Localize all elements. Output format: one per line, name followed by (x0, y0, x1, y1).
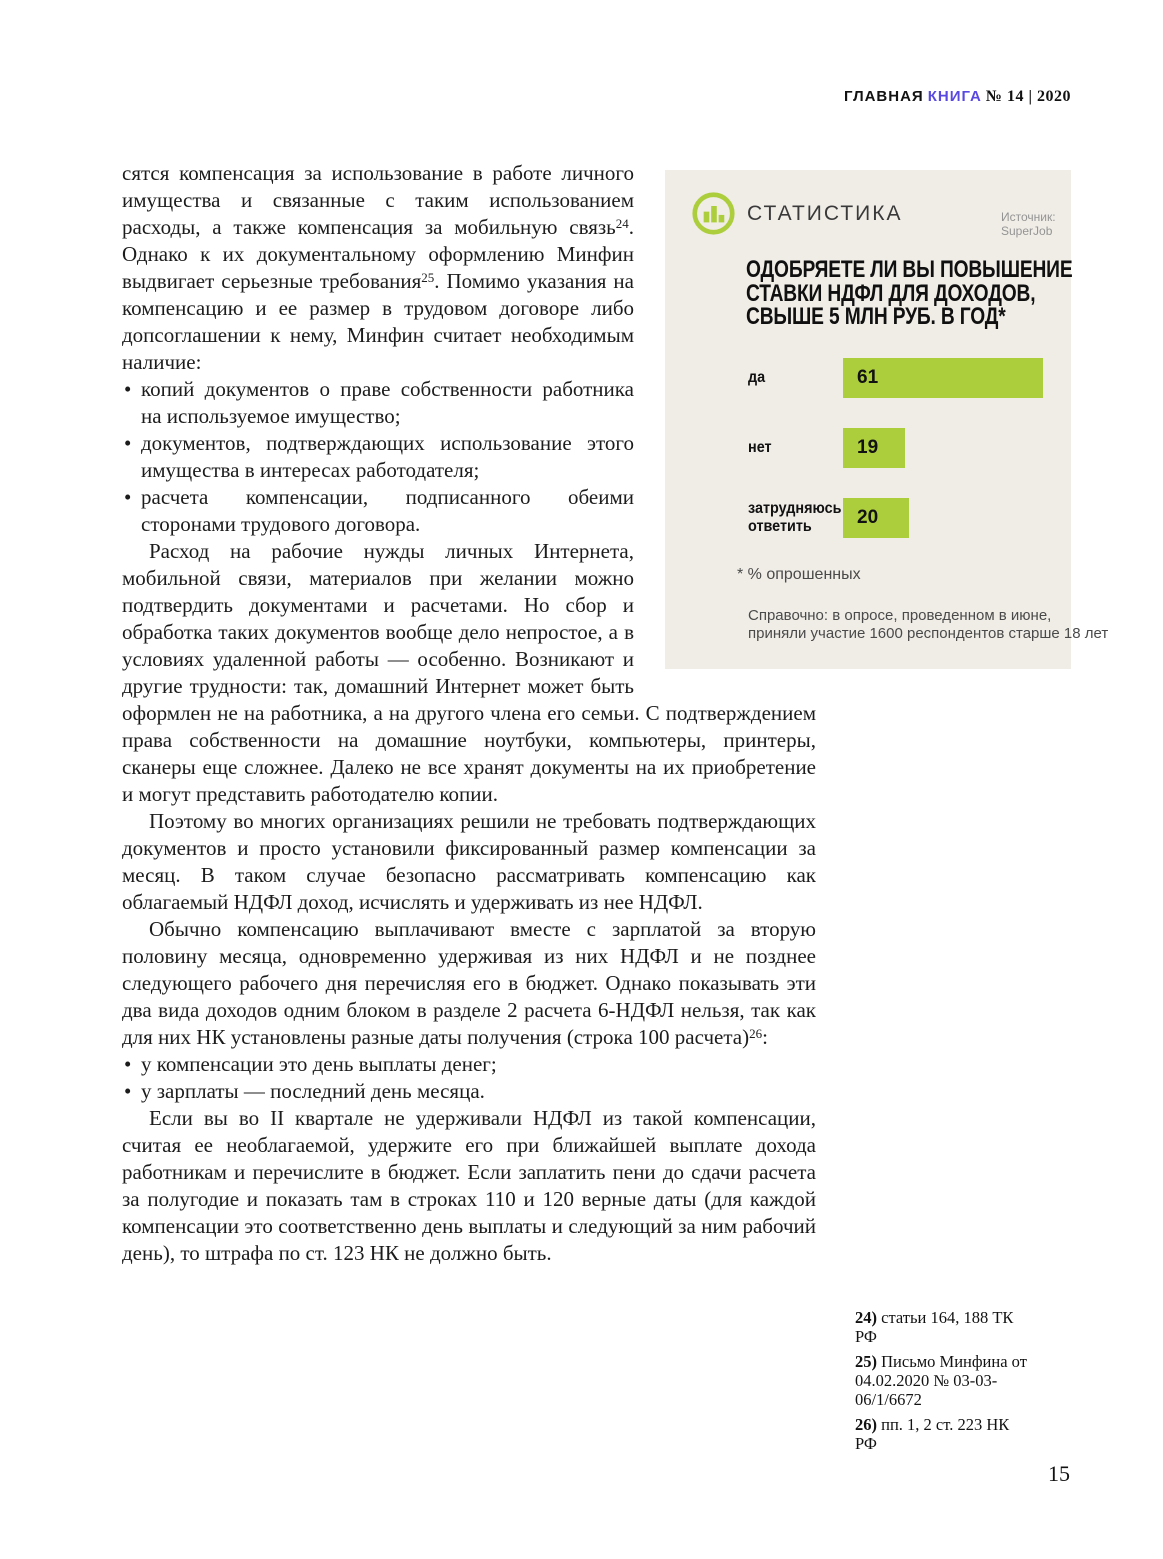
bullet-icon: • (124, 431, 132, 455)
chart-reference-note: Справочно: в опросе, проведенном в июне, приняли участие 1600 респондентов старше 18 лет (748, 607, 1109, 642)
footnote: 25) Письмо Минфина от 04.02.2020 № 03-03-06/1/6672 (855, 1352, 1027, 1409)
margin-footnotes (855, 1308, 1035, 1459)
brand-accent: КНИГА (927, 88, 982, 105)
bullet-icon: • (124, 377, 132, 401)
paragraph: Расход на рабочие нужды личных Интернета, мобильной связи, материалов при желании можно подтвердить документами и расчетами. Но сбор и обработка таких документов вообще дело непростое, а в условиях удаленной работы — особенно. Возникают и другие трудности: так, домашний Интернет может быть оформлен не на работника, а на другого члена его семьи. С подтверждением права собственности на домашние ноутбуки, компьютеры, принтеры, сканеры еще сложнее. Далеко не все хранят документы на их приобретение и могут представить работодателю копии. (122, 539, 816, 806)
paragraph: Поэтому во многих организациях решили не требовать подтверждающих документов и просто установили фиксированный размер компенсации за месяц. В таком случае безопасно рассматривать компенсацию как облагаемый НДФЛ доход, исчислять и удерживать из нее НДФЛ. (122, 809, 816, 914)
bullet-icon: • (124, 1052, 132, 1076)
paragraph: Обычно компенсацию выплачивают вместе с зарплатой за вторую половину месяца, одновременно удерживая из них НДФЛ и не позднее следующего рабочего дня перечисляя его в бюджет. Однако показывать эти два вида доходов одним блоком в разделе 2 расчета 6-НДФЛ нельзя, так как для них НК установлены разные даты получения (строка 100 расчета)$^{26}$: (122, 917, 816, 1049)
bullet-item: • у зарплаты — последний день месяца. (124, 1079, 485, 1103)
footnote-number: 26) (855, 1415, 877, 1434)
panel-title: СТАТИСТИКА (747, 202, 903, 225)
chart-unit-footnote: * % опрошенных (737, 566, 861, 583)
bullet-item: • документов, подтверждающих использование этого имущества в интересах работодателя; (124, 431, 634, 482)
bullet-icon: • (124, 485, 132, 509)
issue-number: № 14 | 2020 (985, 88, 1071, 105)
bullet-item: • расчета компенсации, подписанного обеими сторонами трудового договора. (124, 485, 634, 536)
page-number: 15 (1048, 1461, 1070, 1486)
footnote-number: 25) (855, 1352, 877, 1371)
paragraph: сятся компенсация за использование в работе личного имущества и связанные с таким использованием расходы, а также компенсация за мобильную связь$^{24}$. Однако к их документальному оформлению Минфин выдвигает серьезные требования$^{25}$. Помимо указания на компенсацию и ее размер в трудовом договоре либо допсоглашении к нему, Минфин считает необходимым наличие: (122, 161, 634, 374)
chart-row (665, 498, 1071, 538)
page-header (844, 88, 1071, 106)
footnote-number: 24) (855, 1308, 877, 1327)
chart-category-label: да (748, 369, 766, 386)
chart-bar (843, 498, 909, 538)
chart-bar (843, 358, 1043, 398)
chart-value: 61 (857, 367, 879, 388)
source-value: SuperJob (1001, 224, 1053, 238)
bullet-item: • у компенсации это день выплаты денег; (124, 1052, 497, 1076)
bullet-item: • копий документов о праве собственности работника на используемое имущество; (124, 377, 634, 428)
chart-value: 19 (857, 437, 879, 458)
chart-bar (843, 428, 905, 468)
footnote: 26) пп. 1, 2 ст. 223 НК РФ (855, 1415, 1010, 1453)
footnote: 24) статьи 164, 188 ТК РФ (855, 1308, 1014, 1346)
bullet-icon: • (124, 1079, 132, 1103)
chart-category-label: нет (748, 439, 772, 456)
chart-category-label: затрудняюсь ответить (748, 500, 842, 535)
bar-chart-icon (691, 191, 736, 236)
footnote-ref: 25 (421, 270, 435, 285)
footnote-ref: 26 (749, 1026, 763, 1041)
chart-row (665, 358, 1071, 398)
source-label: Источник: (1001, 210, 1056, 224)
statistics-panel (665, 170, 1109, 669)
chart-value: 20 (857, 507, 879, 528)
brand-primary: ГЛАВНАЯ (843, 88, 924, 105)
chart-title: ОДОБРЯЕТЕ ЛИ ВЫ ПОВЫШЕНИЕ СТАВКИ НДФЛ ДЛЯ ДОХОДОВ, СВЫШЕ 5 МЛН РУБ. В ГОД* (746, 256, 1073, 330)
chart-row (665, 428, 1071, 468)
source-note (1001, 210, 1056, 238)
bar-chart (665, 358, 1071, 568)
paragraph: Если вы во II квартале не удерживали НДФЛ из такой компенсации, считая ее необлагаемой, удержите его при ближайшей выплате дохода работникам и перечислите в бюджет. Если заплатить пени до сдачи расчета за полугодие и показать там в строках 110 и 120 верные даты (для каждой компенсации это соответственно день выплаты и следующий за ним рабочий день), то штрафа по ст. 123 НК не должно быть. (122, 1106, 816, 1265)
footnote-ref: 24 (615, 216, 629, 231)
